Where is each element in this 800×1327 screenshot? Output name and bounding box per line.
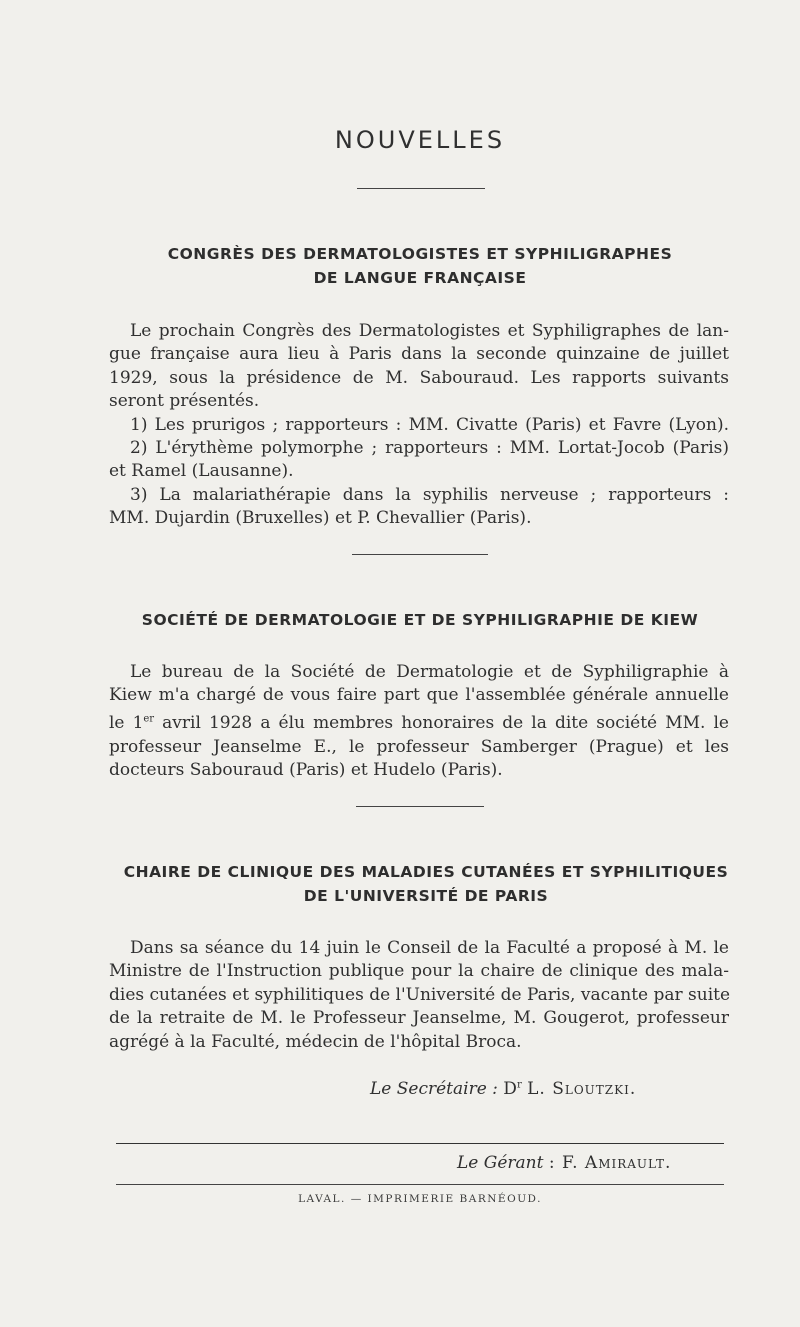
paragraph-line: dies cutanées et syphilitiques de l'Université de Paris, vacante par suite — [109, 984, 731, 1005]
heading-line: CHAIRE DE CLINIQUE DES MALADIES CUTANÉES ET SYPHILITIQUES — [123, 863, 729, 881]
signature-role: Le Secrétaire : — [370, 1079, 498, 1099]
paragraph-line: seront présentés. — [109, 391, 260, 412]
paragraph-line: de la retraite de M. le Professeur Jeanselme, M. Gougerot, professeur — [109, 1008, 729, 1029]
list-item-2: 2) L'érythème polymorphe ; rapporteurs : MM. Lortat-Jocob (Paris) — [130, 438, 729, 459]
list-item-1: 1) Les prurigos ; rapporteurs : MM. Civatte (Paris) et Favre (Lyon). — [130, 414, 729, 435]
section-2-heading — [100, 608, 740, 632]
footer-rule-bottom — [116, 1184, 724, 1185]
paragraph-line: professeur Jeanselme E., le professeur Samberger (Prague) et les — [109, 736, 729, 757]
heading-line: SOCIÉTÉ DE DERMATOLOGIE ET DE SYPHILIGRAPHIE DE KIEW — [141, 611, 699, 629]
footer-rule-top — [116, 1143, 724, 1144]
list-item-3-cont: MM. Dujardin (Bruxelles) et P. Chevallier (Paris). — [109, 508, 532, 529]
section-2-body — [109, 661, 729, 783]
page-title: NOUVELLES — [334, 126, 506, 154]
signature — [370, 1079, 636, 1099]
heading-line: DE L'UNIVERSITÉ DE PARIS — [303, 887, 549, 905]
signature-name: $D^r$ L. Sloutzki. — [503, 1079, 637, 1099]
paragraph-line: Le bureau de la Société de Dermatologie et de Syphiligraphie à — [130, 662, 729, 682]
gerant-role: Le Gérant — [457, 1153, 544, 1173]
list-item-2-cont: et Ramel (Lausanne). — [109, 461, 294, 482]
section-divider — [356, 806, 484, 807]
printer-imprint: LAVAL. — IMPRIMERIE BARNÉOUD. — [298, 1193, 542, 1205]
paragraph-line: Ministre de l'Instruction publique pour la chaire de clinique des mala- — [109, 961, 729, 982]
paragraph-line: agrégé à la Faculté, médecin de l'hôpital Broca. — [109, 1031, 522, 1052]
paragraph-line: Kiew m'a chargé de vous faire part que l'assemblée générale annuelle — [109, 685, 729, 706]
title-divider — [357, 188, 485, 189]
section-1-heading — [100, 242, 740, 290]
list-item-3: 3) La malariathérapie dans la syphilis nerveuse ; rapporteurs : — [130, 484, 729, 505]
paragraph-line: Dans sa séance du 14 juin le Conseil de la Faculté a proposé à M. le — [130, 938, 729, 958]
date-part: le 1er avril 1928 a élu membres honoraires de la dite société MM. le — [109, 713, 729, 734]
section-3-body — [109, 937, 729, 1054]
gerant-name: : F. Amirault. — [548, 1153, 672, 1173]
paragraph-line: gue française aura lieu à Paris dans la seconde quinzaine de juillet — [109, 344, 729, 365]
section-1-body — [109, 320, 729, 531]
paragraph-line: Le prochain Congrès des Dermatologistes et Syphiligraphes de lan- — [130, 321, 729, 341]
paragraph-line — [109, 708, 729, 736]
heading-line: DE LANGUE FRANÇAISE — [313, 269, 527, 287]
gerant-signature — [457, 1153, 671, 1173]
heading-line: CONGRÈS DES DERMATOLOGISTES ET SYPHILIGRAPHES — [167, 245, 673, 263]
paragraph-line: 1929, sous la présidence de M. Sabouraud. Les rapports suivants — [109, 367, 729, 388]
section-divider — [352, 554, 488, 555]
section-3-heading — [96, 860, 756, 908]
paragraph-line: docteurs Sabouraud (Paris) et Hudelo (Paris). — [109, 760, 503, 781]
